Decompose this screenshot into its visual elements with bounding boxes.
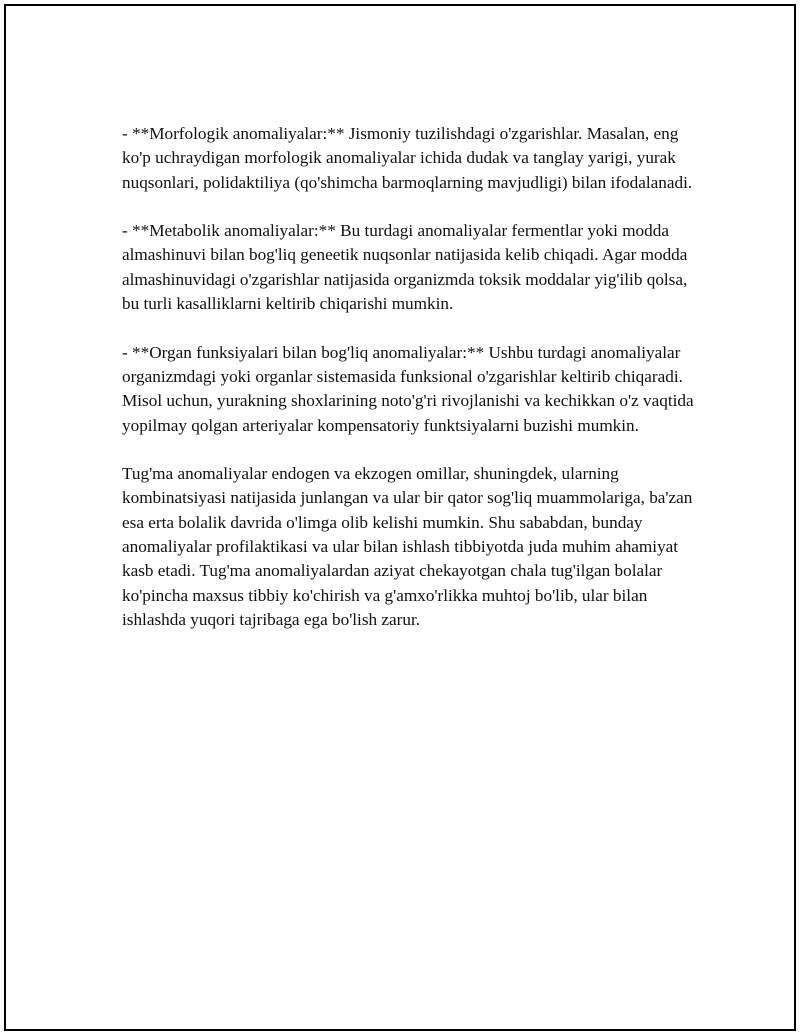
page-frame bbox=[4, 4, 796, 1031]
paragraph-organ-function-anomalies: - **Organ funksiyalari bilan bog'liq anomaliyalar:** Ushbu turdagi anomaliyalar organizmdagi yoki organlar sistemasida funksional o'zgarishlar keltirib chiqaradi. Misol uchun, yurakning shoxlarining noto'g'ri rivojlanishi va kechikkan o'z vaqtida yopilmay qolgan arteriyalar kompensatoriy funktsiyalarni buzishi mumkin. bbox=[122, 342, 694, 435]
paragraph-metabolic-anomalies: - **Metabolik anomaliyalar:** Bu turdagi anomaliyalar fermentlar yoki modda almashinuvi bilan bog'liq geneetik nuqsonlar natijasida kelib chiqadi. Agar modda almashinuvidagi o'zgarishlar natijasida organizmda toksik moddalar yig'ilib qolsa, bu turli kasalliklarni keltirib chiqarishi mumkin. bbox=[122, 221, 688, 314]
paragraph-congenital-anomalies-summary: Tug'ma anomaliyalar endogen va ekzogen omillar, shuningdek, ularning kombinatsiyasi natijasida junlangan va ular bir qator sog'liq muammolariga, ba'zan esa erta bolalik davrida o'limga olib kelishi mumkin. Shu sababdan, bunday anomaliyalar profilaktikasi va ular bilan ishlash tibbiyotda juda muhim ahamiyat kasb etadi. Tug'ma anomaliyalardan aziyat chekayotgan chala tug'ilgan bolalar ko'pincha maxsus tibbiy ko'chirish va g'amxo'rlikka muhtoj bo'lib, ular bilan ishlashda yuqori tajribaga ega bo'lish zarur. bbox=[122, 464, 693, 629]
document-body bbox=[122, 122, 694, 657]
paragraph-morphological-anomalies: - **Morfologik anomaliyalar:** Jismoniy tuzilishdagi o'zgarishlar. Masalan, eng ko'p uchraydigan morfologik anomaliyalar ichida dudak va tanglay yarigi, yurak nuqsonlari, polidaktiliya (qo'shimcha barmoqlarning mavjudligi) bilan ifodalanadi. bbox=[122, 124, 693, 192]
